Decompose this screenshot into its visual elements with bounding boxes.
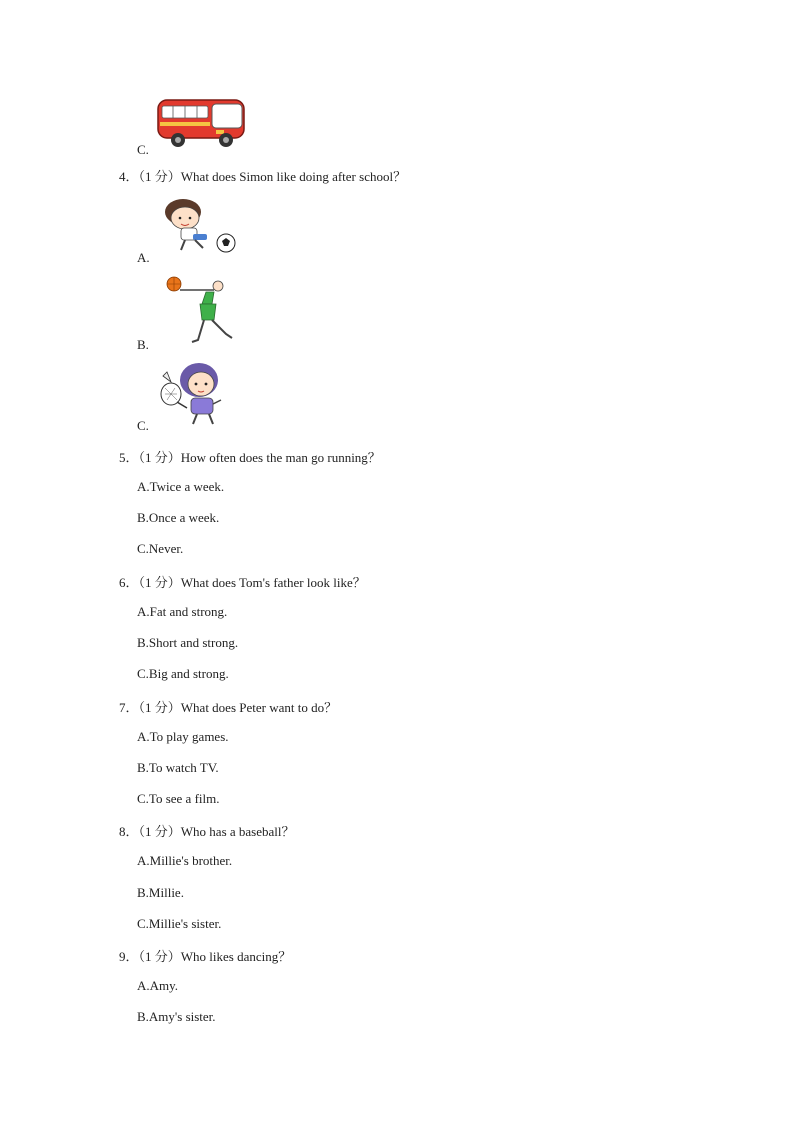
q8-option-c[interactable]: C.Millie's sister.: [137, 916, 222, 931]
question-text: What does Simon like doing after school？: [180, 169, 407, 184]
boy-playing-football-picture: [163, 196, 243, 254]
q4-option-c-label[interactable]: C.: [137, 418, 149, 433]
question-8: 8．（1 分）Who has a baseball？: [119, 824, 295, 839]
q7-option-c[interactable]: C.To see a film.: [137, 791, 220, 806]
question-text: What does Peter want to do？: [180, 700, 338, 715]
girl-playing-badminton-picture: [157, 360, 229, 428]
q6-option-b[interactable]: B.Short and strong.: [137, 635, 239, 650]
q3-option-c-label[interactable]: C.: [137, 142, 149, 157]
q9-option-b[interactable]: B.Amy's sister.: [137, 1009, 216, 1024]
q5-option-c[interactable]: C.Never.: [137, 541, 184, 556]
question-number: 8: [119, 824, 126, 839]
question-score: （1 分）: [138, 450, 181, 465]
question-5: 5．（1 分）How often does the man go running？: [119, 450, 381, 465]
question-text: Who likes dancing？: [180, 949, 292, 964]
question-9: 9．（1 分）Who likes dancing？: [119, 949, 292, 964]
bus-picture: [156, 96, 248, 152]
question-6: 6．（1 分）What does Tom's father look like？: [119, 575, 366, 590]
question-number: 9: [119, 949, 126, 964]
q4-option-a-label[interactable]: A.: [137, 250, 150, 265]
question-number: 5: [119, 450, 126, 465]
question-7: 7．（1 分）What does Peter want to do？: [119, 700, 338, 715]
q8-option-b[interactable]: B.Millie.: [137, 885, 184, 900]
question-score: （1 分）: [138, 169, 181, 184]
q9-option-a[interactable]: A.Amy.: [137, 978, 179, 993]
question-number: 4: [119, 169, 126, 184]
q4-option-b-label[interactable]: B.: [137, 337, 149, 352]
question-score: （1 分）: [138, 949, 181, 964]
q6-option-a[interactable]: A.Fat and strong.: [137, 604, 228, 619]
question-score: （1 分）: [138, 824, 181, 839]
q7-option-b[interactable]: B.To watch TV.: [137, 760, 219, 775]
question-text: What does Tom's father look like？: [180, 575, 366, 590]
question-text: Who has a baseball？: [180, 824, 295, 839]
q5-option-b[interactable]: B.Once a week.: [137, 510, 220, 525]
q5-option-a[interactable]: A.Twice a week.: [137, 479, 225, 494]
question-4: 4．（1 分）What does Simon like doing after school？: [119, 169, 407, 184]
q7-option-a[interactable]: A.To play games.: [137, 729, 229, 744]
question-score: （1 分）: [138, 575, 181, 590]
question-text: How often does the man go running？: [180, 450, 381, 465]
person-playing-basketball-picture: [162, 276, 240, 348]
q8-option-a[interactable]: A.Millie's brother.: [137, 853, 233, 868]
question-number: 6: [119, 575, 126, 590]
q6-option-c[interactable]: C.Big and strong.: [137, 666, 229, 681]
question-number: 7: [119, 700, 126, 715]
question-score: （1 分）: [138, 700, 181, 715]
